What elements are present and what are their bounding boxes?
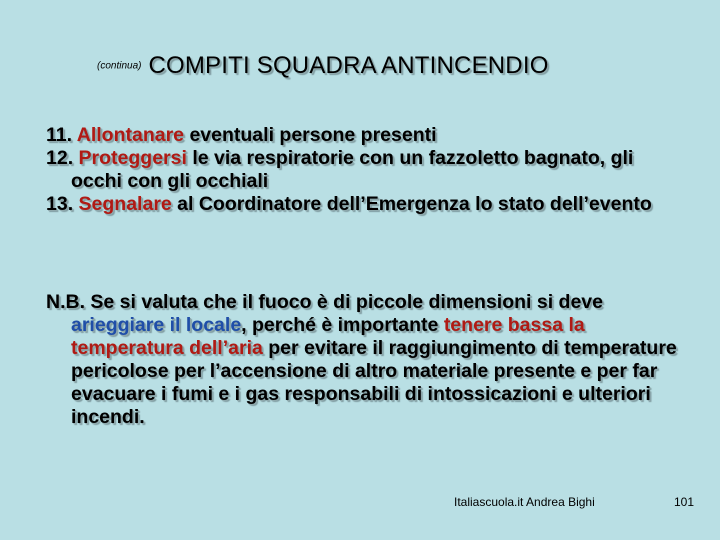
slide-number: 101	[674, 495, 695, 509]
list-item	[46, 193, 686, 216]
list-item	[46, 124, 686, 147]
note-text: per evitare il raggiungimento di temperature pericolose per l’accensione di altro materiale presente e per far evacuare i fumi e i gas responsabili di intossicazioni e ulteriori incendi.	[71, 337, 677, 428]
item-action: Allontanare	[76, 124, 185, 146]
note-highlight-red: tenere bassa la temperatura dell’aria	[71, 314, 585, 359]
footer-credit: Italiascuola.it Andrea Bighi	[454, 495, 595, 509]
note-text: N.B. Se si valuta che il fuoco è di piccole dimensioni si deve	[46, 291, 603, 313]
note-paragraph	[46, 291, 686, 429]
item-number: 13.	[46, 193, 74, 215]
task-list	[46, 124, 686, 216]
item-action: Proteggersi	[78, 147, 187, 169]
slide-title: COMPITI SQUADRA ANTINCENDIO	[148, 52, 549, 79]
note-highlight-blue: arieggiare il locale	[71, 314, 242, 336]
item-text: eventuali persone presenti	[189, 124, 437, 146]
item-text: al Coordinatore dell’Emergenza lo stato dell’evento	[177, 193, 652, 215]
list-item	[46, 147, 686, 193]
item-number: 12.	[46, 147, 74, 169]
item-number: 11.	[46, 124, 73, 146]
slide-header	[97, 52, 549, 80]
continued-label: (continua)	[97, 60, 142, 72]
item-action: Segnalare	[78, 193, 172, 215]
note-text: , perché è importante	[241, 314, 439, 336]
item-text: le via respiratorie con un fazzoletto bagnato, gli occhi con gli occhiali	[71, 147, 634, 192]
